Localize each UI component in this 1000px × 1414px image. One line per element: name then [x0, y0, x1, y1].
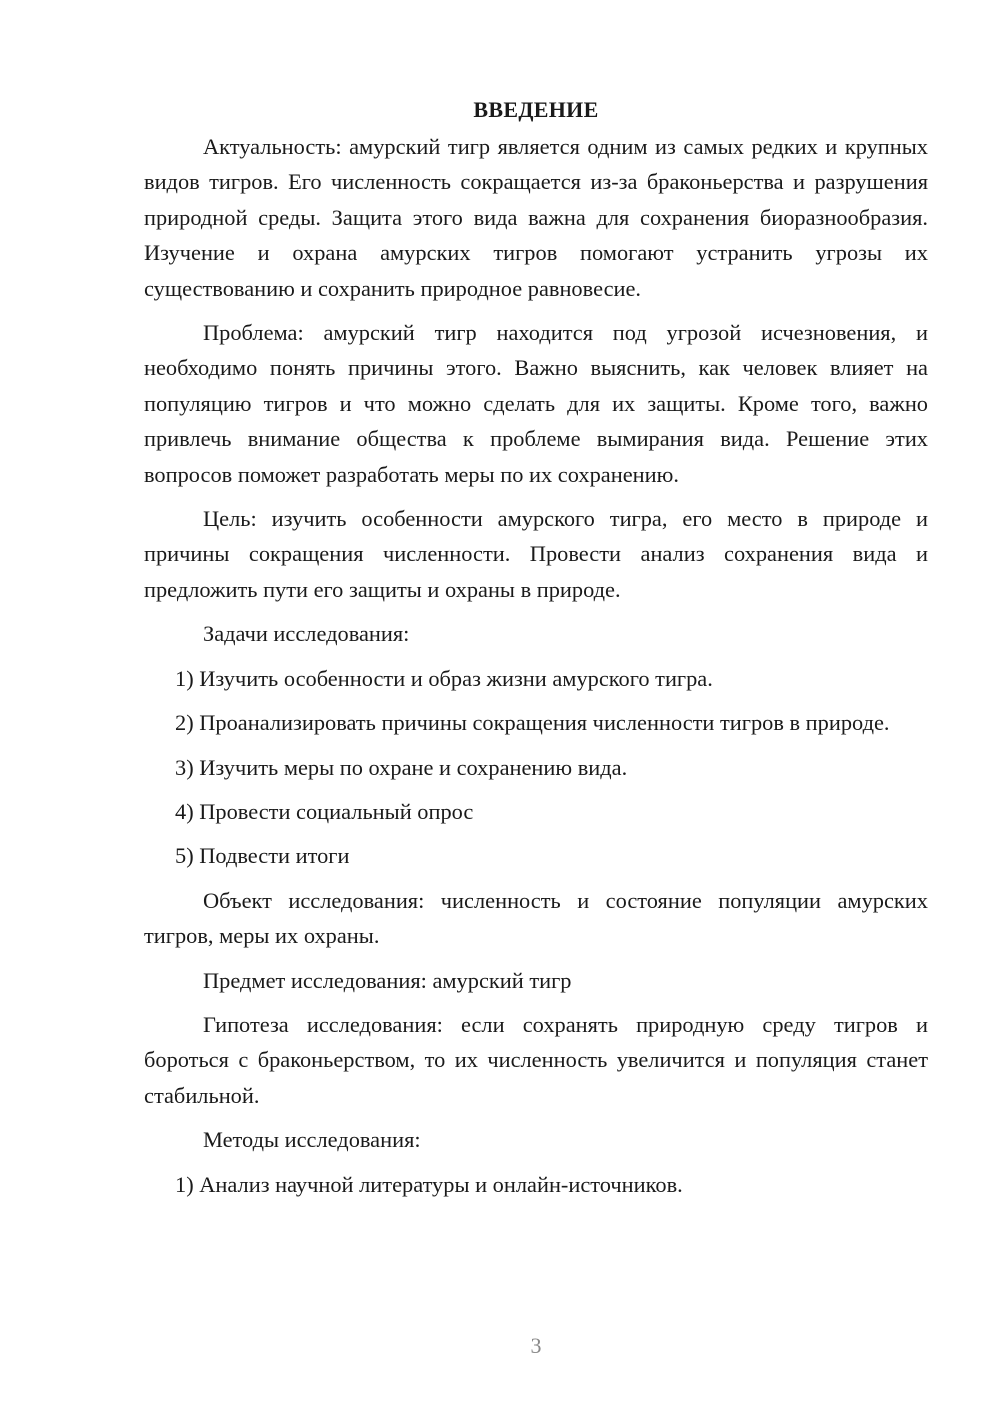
object-paragraph: Объект исследования: численность и состояние популяции амурских тигров, меры их охраны.: [144, 887, 928, 949]
task-item-1: 1) Изучить особенности и образ жизни амурского тигра.: [175, 665, 713, 691]
section-heading: ВВЕДЕНИЕ: [473, 97, 599, 122]
subject-paragraph: Предмет исследования: амурский тигр: [203, 967, 572, 993]
relevance-paragraph: Актуальность: амурский тигр является одним из самых редких и крупных видов тигров. Его численность сокращается из-за браконьерства и разрушения природной среды. Защита этого вида важна для сохранения биоразнообразия. Изучение и охрана амурских тигров помогают устранить угрозы их существованию и сохранить природное равновесие.: [144, 134, 928, 301]
goal-paragraph: Цель: изучить особенности амурского тигра, его место в природе и причины сокращения численности. Провести анализ сохранения вида и предложить пути его защиты и охраны в природе.: [144, 506, 928, 602]
problem-paragraph: Проблема: амурский тигр находится под угрозой исчезновения, и необходимо понять причины этого. Важно выяснить, как человек влияет на популяцию тигров и что можно сделать для их защиты. Кроме того, важно привлечь внимание общества к проблеме вымирания вида. Решение этих вопросов поможет разработать меры по их сохранению.: [144, 320, 928, 487]
method-item-1: 1) Анализ научной литературы и онлайн-источников.: [175, 1171, 683, 1197]
page-number: 3: [530, 1333, 542, 1358]
task-item-2: 2) Проанализировать причины сокращения численности тигров в природе.: [175, 710, 890, 736]
hypothesis-paragraph: Гипотеза исследования: если сохранять природную среду тигров и бороться с браконьерством, то их численность увеличится и популяция станет стабильной.: [144, 1011, 928, 1108]
methods-title: Методы исследования:: [203, 1127, 421, 1153]
task-item-4: 4) Провести социальный опрос: [175, 798, 474, 824]
task-item-3: 3) Изучить меры по охране и сохранению вида.: [175, 754, 628, 780]
tasks-title: Задачи исследования:: [203, 621, 410, 647]
page-content: [144, 95, 928, 1211]
task-item-5: 5) Подвести итоги: [175, 843, 350, 869]
